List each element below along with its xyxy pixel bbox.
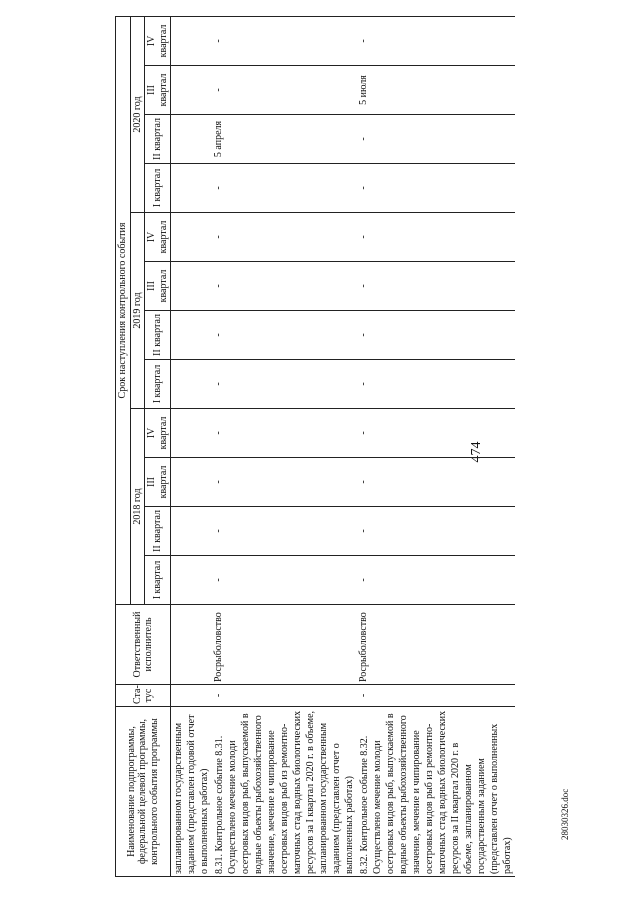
header-quarter: I квартал — [145, 360, 171, 409]
row-value: - — [357, 16, 515, 65]
header-quarter: IV квартал — [145, 213, 171, 262]
row-value — [171, 115, 213, 164]
row-value — [171, 507, 213, 556]
row-value: - — [357, 115, 515, 164]
row-value: - — [357, 213, 515, 262]
header-quarter: III квартал — [145, 262, 171, 311]
header-year-2018: 2018 год — [130, 409, 145, 605]
row-value: - — [212, 556, 357, 605]
row-value: - — [212, 262, 357, 311]
row-value: - — [357, 360, 515, 409]
row-name: 8.32. Контрольное событие 8.32. Осуществлено мечение молоди осетровых видов рыб, выпускаемой в водные объекты рыбохозяйственного значение, мечение и чипирование осетровых видов рыб из ремонтно-маточных стад водных биологических ресурсов за II квартал 2020 г. в объеме, запланированном государственным заданием (представлен отчет о выполненных работах) — [357, 707, 515, 877]
row-value: - — [212, 16, 357, 65]
table-row — [357, 16, 515, 876]
header-quarter: II квартал — [145, 115, 171, 164]
row-value: - — [212, 409, 357, 458]
rotated-table — [115, 17, 635, 877]
row-value: - — [212, 66, 357, 115]
row-name: 8.31. Контрольное событие 8.31. Осуществлено мечение молоди осетровых видов рыб, выпускаемой в водные объекты рыбохозяйственного значение, мечение и чипирование осетровых видов рыб из ремонтно-маточных стад водных биологических ресурсов за I квартал 2020 г. в объеме, запланированном государственным заданием (представлен отчет о выполненных работах) — [212, 707, 357, 877]
row-value: - — [357, 262, 515, 311]
row-value: - — [212, 164, 357, 213]
row-value: - — [212, 507, 357, 556]
row-status — [171, 685, 213, 707]
row-status: - — [357, 685, 515, 707]
row-value — [171, 164, 213, 213]
header-quarter: III квартал — [145, 66, 171, 115]
row-value — [171, 360, 213, 409]
row-value: - — [357, 458, 515, 507]
row-value: - — [212, 213, 357, 262]
header-executor: Ответственный исполнитель — [116, 605, 171, 685]
row-value: 5 апреля — [212, 115, 357, 164]
row-value: - — [357, 556, 515, 605]
row-value: - — [357, 164, 515, 213]
row-value — [171, 16, 213, 65]
row-executor: Росрыболовство — [212, 605, 357, 685]
header-quarter: I квартал — [145, 164, 171, 213]
row-value: - — [212, 360, 357, 409]
header-status: Ста-тус — [116, 685, 171, 707]
row-value — [171, 66, 213, 115]
header-year-2019: 2019 год — [130, 213, 145, 409]
document-id: 28030326.doc — [560, 788, 570, 840]
row-value — [171, 213, 213, 262]
row-value: - — [357, 507, 515, 556]
header-quarter: I квартал — [145, 556, 171, 605]
control-events-table — [115, 16, 515, 877]
header-quarter: III квартал — [145, 458, 171, 507]
header-term: Срок наступления контрольного события — [116, 16, 131, 604]
row-value: - — [212, 311, 357, 360]
row-value: 5 июля — [357, 66, 515, 115]
header-year-2020: 2020 год — [130, 16, 145, 212]
row-name: запланированном государственным заданием (представлен годовой отчет о выполненных работах) — [171, 707, 213, 877]
header-quarter: IV квартал — [145, 16, 171, 65]
row-value — [171, 556, 213, 605]
row-status: - — [212, 685, 357, 707]
row-value — [171, 458, 213, 507]
row-value — [171, 409, 213, 458]
row-value — [171, 262, 213, 311]
header-quarter: II квартал — [145, 311, 171, 360]
table-row — [171, 16, 213, 876]
table-row — [212, 16, 357, 876]
row-value — [171, 311, 213, 360]
row-value: - — [357, 311, 515, 360]
row-executor — [171, 605, 213, 685]
page-number: 474 — [469, 441, 484, 463]
header-name: Наименование подпрограммы, федеральной целевой программы, контрольного события программы — [116, 707, 171, 877]
header-quarter: II квартал — [145, 507, 171, 556]
row-value: - — [357, 409, 515, 458]
header-quarter: IV квартал — [145, 409, 171, 458]
row-value: - — [212, 458, 357, 507]
row-executor: Росрыболовство — [357, 605, 515, 685]
